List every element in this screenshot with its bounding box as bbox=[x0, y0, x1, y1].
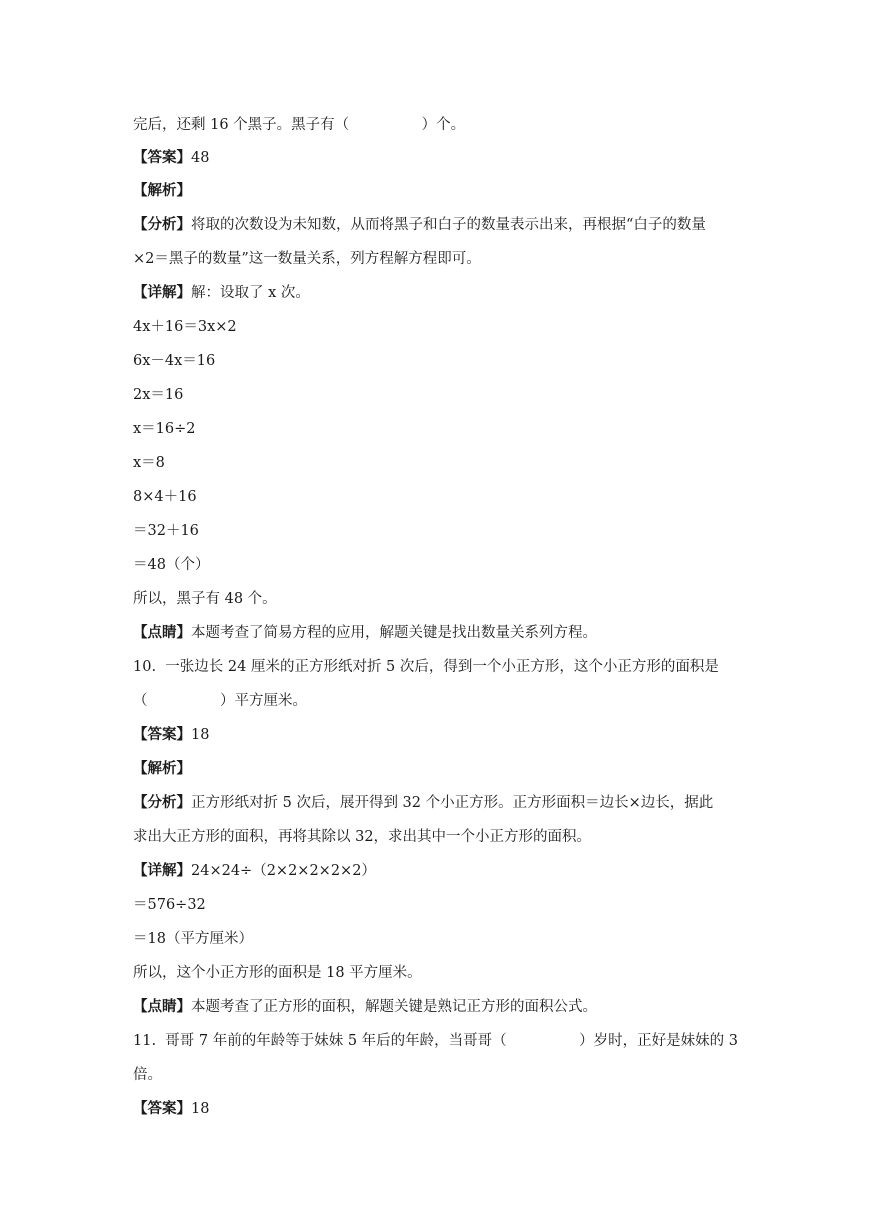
question-10: 10. 一张边长 24 厘米的正方形纸对折 5 次后，得到一个小正方形，这个小正方形的面积是 bbox=[133, 659, 719, 675]
analysis-line: 【分析】将取的次数设为未知数，从而将黑子和白子的数量表示出来，再根据“白子的数量 bbox=[133, 216, 706, 233]
answer-label: 【答案】 bbox=[133, 726, 191, 743]
analysis-label: 【分析】 bbox=[133, 216, 191, 233]
comment-label: 【点睛】 bbox=[133, 998, 191, 1015]
detail-line: 【详解】24×24÷（2×2×2×2×2） bbox=[133, 862, 376, 879]
equation-line: x＝16÷2 bbox=[133, 421, 196, 437]
detail-line: 【详解】解：设取了 x 次。 bbox=[133, 284, 310, 301]
answer-line: 【答案】18 bbox=[133, 726, 210, 743]
analysis-label: 【分析】 bbox=[133, 794, 191, 811]
text-line: ×2＝黑子的数量”这一数量关系，列方程解方程即可。 bbox=[133, 251, 481, 267]
equation-line: 4x＋16＝3x×2 bbox=[133, 319, 237, 335]
question-11: 11. 哥哥 7 年前的年龄等于妹妹 5 年后的年龄，当哥哥（ ）岁时，正好是妹妹的 3 bbox=[133, 1033, 738, 1049]
text-line: （ ）平方厘米。 bbox=[133, 693, 307, 709]
analysis-line: 【分析】正方形纸对折 5 次后，展开得到 32 个小正方形。正方形面积＝边长×边长，据此 bbox=[133, 794, 714, 811]
text-line: 所以，这个小正方形的面积是 18 平方厘米。 bbox=[133, 965, 422, 981]
answer-label: 【答案】 bbox=[133, 149, 191, 166]
equation-line: 8×4＋16 bbox=[133, 489, 197, 505]
comment-line: 【点睛】本题考查了正方形的面积，解题关键是熟记正方形的面积公式。 bbox=[133, 998, 597, 1015]
text-line: 完后，还剩 16 个黑子。黑子有（ ）个。 bbox=[133, 117, 466, 133]
equation-line: 2x＝16 bbox=[133, 387, 184, 403]
equation-line: ＝18（平方厘米） bbox=[133, 931, 253, 947]
equation-line: x＝8 bbox=[133, 455, 165, 471]
answer-line: 【答案】18 bbox=[133, 1100, 210, 1117]
detail-label: 【详解】 bbox=[133, 284, 191, 301]
equation-line: 6x－4x＝16 bbox=[133, 353, 216, 369]
equation-line: ＝48（个） bbox=[133, 557, 210, 573]
equation-line: ＝576÷32 bbox=[133, 897, 206, 913]
detail-label: 【详解】 bbox=[133, 862, 191, 879]
text-line: 倍。 bbox=[133, 1067, 162, 1083]
comment-line: 【点睛】本题考查了简易方程的应用，解题关键是找出数量关系列方程。 bbox=[133, 624, 597, 641]
analysis-heading: 【解析】 bbox=[133, 182, 191, 199]
text-line: 求出大正方形的面积，再将其除以 32，求出其中一个小正方形的面积。 bbox=[133, 829, 592, 845]
text-line: 所以，黑子有 48 个。 bbox=[133, 591, 277, 607]
equation-line: ＝32＋16 bbox=[133, 523, 199, 539]
answer-line: 【答案】48 bbox=[133, 149, 210, 166]
answer-label: 【答案】 bbox=[133, 1100, 191, 1117]
comment-label: 【点睛】 bbox=[133, 624, 191, 641]
analysis-heading: 【解析】 bbox=[133, 760, 191, 777]
